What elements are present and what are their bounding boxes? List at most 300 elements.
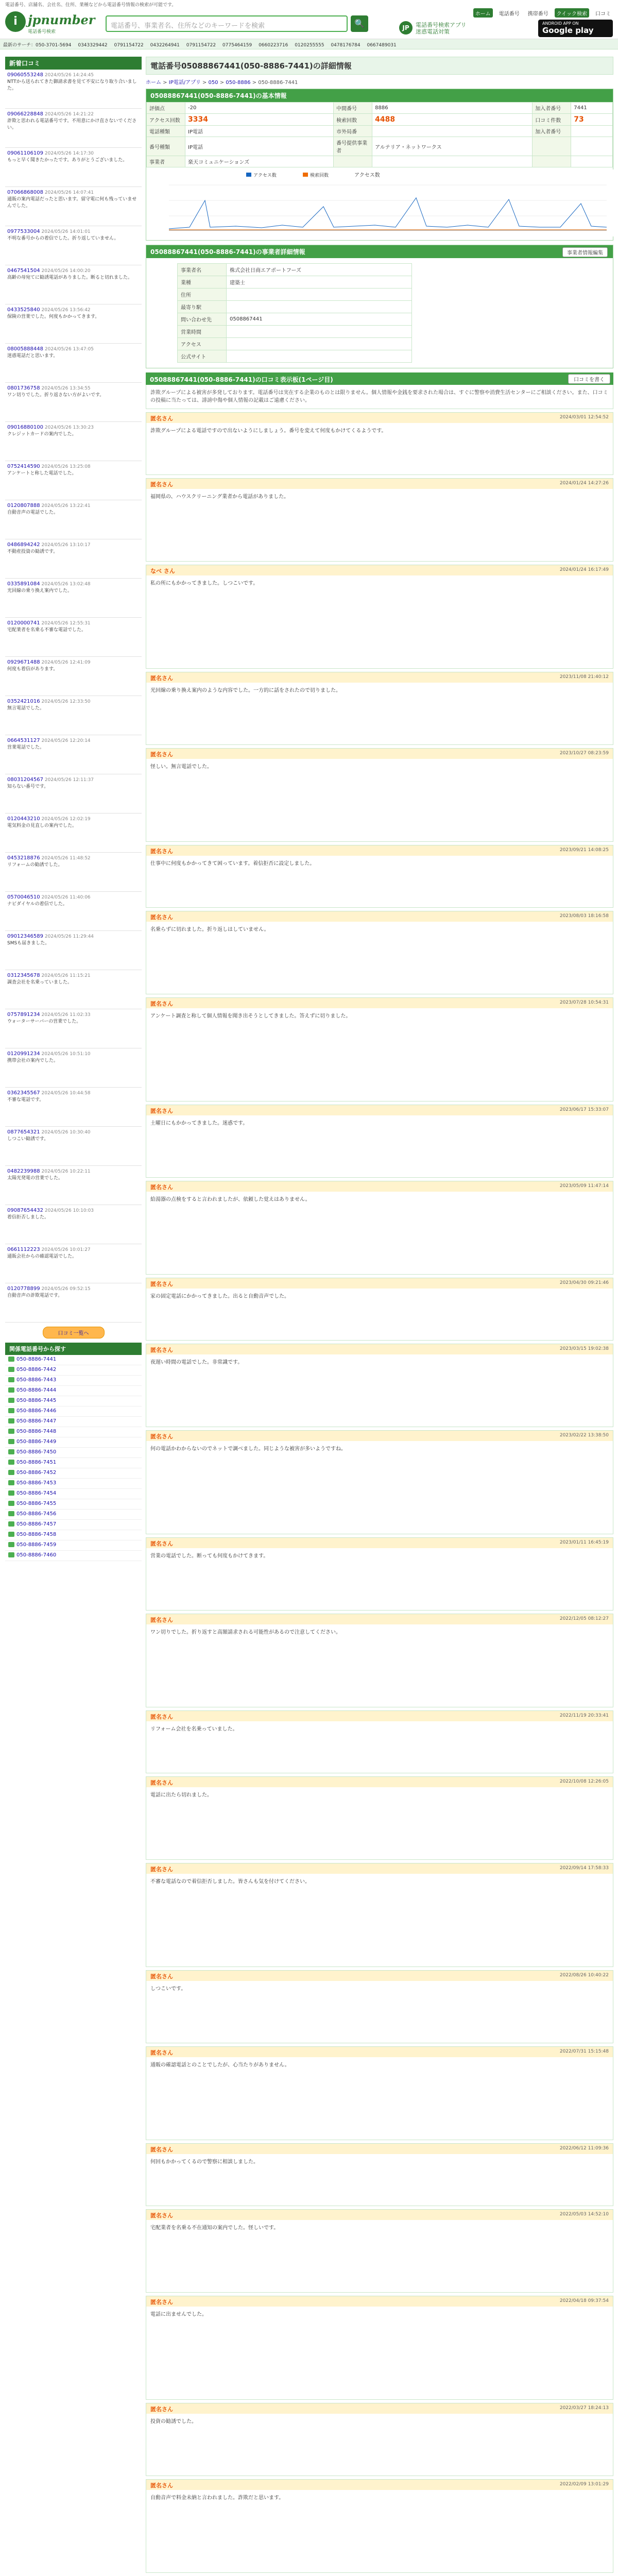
list-item[interactable] (5, 148, 142, 187)
review-snippet: 不明な番号からの着信でした。折り返していません。 (7, 236, 119, 241)
review-snippet: もっと早く聞きたかったです。ありがとうございました。 (7, 158, 128, 163)
review-number-link[interactable]: 0752414590 (7, 464, 40, 469)
review-item (146, 1776, 613, 1860)
phone-icon (8, 1387, 14, 1393)
review-number-link[interactable]: 0467541504 (7, 268, 40, 274)
review-body: 福岡県の、ハウスクリーニング業者から電話がありました。 (150, 494, 289, 500)
review-number-link[interactable]: 0757891234 (7, 1012, 40, 1018)
review-number-link[interactable]: 0929671488 (7, 659, 40, 665)
detail-value (227, 289, 412, 301)
info-label: 検索回数 (334, 114, 372, 126)
topnav-mobile[interactable]: 携帯番号 (527, 11, 548, 17)
review-snippet: アンケートと称した電話でした。 (7, 471, 77, 476)
graph-title: アクセス数 (354, 173, 380, 178)
app-icon: JP (399, 21, 413, 35)
related-number[interactable]: 050-8886-7451 (16, 1460, 57, 1465)
review-item (146, 1278, 613, 1341)
related-number-item[interactable] (5, 1468, 142, 1479)
review-number-link[interactable]: 09061106109 (7, 150, 43, 156)
review-item (146, 1710, 613, 1773)
review-body: 何の電話かわからないのでネットで調べました。同じような被害が多いようですね。 (150, 1446, 346, 1452)
list-item[interactable] (5, 735, 142, 774)
review-snippet: NTTから送られてきた御請求書を見て不安になり取り合いました。 (7, 79, 137, 91)
review-number-link[interactable]: 09012346589 (7, 934, 43, 939)
review-snippet: 詐欺と思われる電話番号です。不用意にかけ直さないでください。 (7, 118, 137, 130)
review-header (146, 565, 613, 575)
reviewer-name: 匿名さん (150, 1780, 173, 1786)
review-body: 給湯器の点検をすると言われましたが、依頼した覚えはありません。 (150, 1197, 311, 1202)
review-body: 電話に出ませんでした。 (150, 2312, 207, 2317)
review-item (146, 1863, 613, 1967)
detail-value: 建築士 (227, 276, 412, 289)
review-number-link[interactable]: 07066868008 (7, 190, 43, 195)
list-item[interactable] (5, 500, 142, 539)
review-date: 2024/05/26 13:56:42 (41, 308, 91, 313)
write-review-button[interactable]: 口コミを書く (568, 374, 610, 384)
review-date: 2022/04/18 09:37:54 (559, 2298, 609, 2303)
related-number-item[interactable] (5, 1489, 142, 1499)
review-date: 2023/07/28 10:54:31 (559, 1000, 609, 1005)
review-body: ワン切りでした。折り返すと高額請求される可能性があるので注意してください。 (150, 1630, 341, 1635)
list-item[interactable] (5, 774, 142, 814)
review-number-link[interactable]: 0120991234 (7, 1051, 40, 1057)
review-body: 電話に出たら切れました。 (150, 1792, 212, 1798)
review-item (146, 748, 613, 842)
review-date: 2022/11/19 20:33:41 (559, 1713, 609, 1718)
basic-info-table (146, 102, 613, 167)
list-item[interactable] (5, 696, 142, 735)
review-date: 2024/05/26 14:24:45 (44, 73, 94, 78)
related-number-item[interactable] (5, 1365, 142, 1376)
review-item (146, 2046, 613, 2140)
review-number-link[interactable]: 0120807888 (7, 503, 40, 509)
site-logo[interactable] (5, 8, 98, 37)
list-item[interactable] (5, 1127, 142, 1166)
related-number-item[interactable] (5, 1417, 142, 1427)
phone-icon (8, 1490, 14, 1496)
info-value: IP電話 (185, 137, 334, 156)
info-label (533, 137, 571, 156)
review-item (146, 565, 613, 669)
list-item[interactable] (5, 814, 142, 853)
review-header (146, 413, 613, 423)
review-snippet: 着信拒否しました。 (7, 1215, 49, 1220)
related-number-item[interactable] (5, 1479, 142, 1489)
related-number[interactable]: 050-8886-7452 (16, 1470, 57, 1476)
review-number-link[interactable]: 0453218876 (7, 855, 40, 861)
review-date: 2024/05/26 13:30:23 (44, 425, 94, 430)
review-date: 2024/05/26 11:02:33 (41, 1012, 91, 1018)
review-date: 2024/03/01 12:54:52 (559, 415, 609, 420)
phone-icon (8, 1398, 14, 1403)
review-number-link[interactable]: 0120000741 (7, 620, 40, 626)
review-body: 土曜日にもかかってきました。迷惑です。 (150, 1121, 248, 1126)
info-value: 3334 (185, 114, 334, 126)
review-date: 2024/05/26 10:30:40 (41, 1130, 91, 1135)
review-item (146, 1105, 613, 1178)
review-date: 2023/08/03 18:16:58 (559, 913, 609, 919)
business-detail-table (177, 263, 412, 363)
review-item (146, 1344, 613, 1427)
review-item (146, 911, 613, 994)
phone-icon (8, 1439, 14, 1444)
related-number-item[interactable] (5, 1376, 142, 1386)
review-number-link[interactable]: 0120778899 (7, 1286, 40, 1292)
edit-business-button[interactable]: 事業者情報編集 (562, 247, 608, 257)
recent-search-link[interactable]: 0775464159 (222, 43, 252, 48)
table-row (178, 338, 412, 350)
related-number[interactable]: 050-8886-7444 (16, 1387, 57, 1393)
review-number-link[interactable]: 0977533004 (7, 229, 40, 234)
related-number[interactable]: 050-8886-7456 (16, 1511, 57, 1517)
info-value: 73 (571, 114, 613, 126)
list-item[interactable] (5, 70, 142, 109)
review-date: 2022/07/31 15:15:48 (559, 2049, 609, 2054)
review-header (146, 911, 613, 922)
detail-label: 最寄り駅 (178, 301, 227, 313)
review-date: 2023/01/11 16:45:19 (559, 1540, 609, 1545)
review-date: 2022/05/03 14:52:10 (559, 2212, 609, 2217)
related-number-item[interactable] (5, 1530, 142, 1540)
list-item[interactable] (5, 187, 142, 226)
info-label: 市外局番 (334, 126, 372, 137)
top-nav (473, 8, 613, 18)
review-date: 2024/05/26 12:02:19 (41, 817, 91, 822)
review-item (146, 1181, 613, 1275)
related-number[interactable]: 050-8886-7441 (16, 1357, 57, 1362)
info-value: 楽天コミュニケーションズ (185, 156, 334, 167)
phone-icon (8, 1460, 14, 1465)
review-body: 営業の電話でした。断っても何度もかけてきます。 (150, 1553, 269, 1559)
review-header (146, 1777, 613, 1787)
app-promo[interactable] (399, 20, 476, 37)
related-number[interactable]: 050-8886-7447 (16, 1418, 57, 1424)
list-item[interactable] (5, 1009, 142, 1048)
review-body: しつこいです。 (150, 1986, 186, 1992)
related-number[interactable]: 050-8886-7458 (16, 1532, 57, 1537)
review-header (146, 845, 613, 856)
related-number[interactable]: 050-8886-7443 (16, 1377, 57, 1383)
related-number[interactable]: 050-8886-7442 (16, 1367, 57, 1372)
related-number[interactable]: 050-8886-7459 (16, 1542, 57, 1548)
review-snippet: 電気料金の見直しの案内でした。 (7, 823, 77, 828)
review-date: 2024/05/26 13:47:05 (44, 347, 94, 352)
info-label (533, 156, 571, 167)
review-item (146, 1614, 613, 1707)
review-item (146, 1537, 613, 1611)
review-date: 2024/05/26 13:10:17 (41, 543, 91, 548)
review-number-link[interactable]: 0352421016 (7, 699, 40, 704)
recent-search-link[interactable]: 0478176784 (331, 43, 360, 48)
related-number[interactable]: 050-8886-7446 (16, 1408, 57, 1414)
review-date: 2024/05/26 10:10:03 (44, 1208, 94, 1213)
review-snippet: 知らない番号です。 (7, 784, 49, 789)
phone-icon (8, 1542, 14, 1547)
gplay-big-text: Google play (542, 26, 594, 35)
reviewer-name: 匿名さん (150, 675, 173, 682)
search-input[interactable]: 電話番号、事業者名、住所などのキーワードを検索 (111, 22, 265, 30)
review-number-link[interactable]: 0335891084 (7, 581, 40, 587)
review-snippet: 保険の営業でした。何度もかかってきます。 (7, 314, 100, 319)
reviewer-name: 匿名さん (150, 2049, 173, 2056)
review-snippet: 自動音声の電話でした。 (7, 510, 59, 515)
review-header (146, 1344, 613, 1354)
breadcrumb-link[interactable]: IP電話/アプリ (168, 80, 201, 86)
review-body: アンケート調査と称して個人情報を聞き出そうとしてきました。答えずに切りました。 (150, 1013, 351, 1019)
review-date: 2022/10/08 12:26:05 (559, 1779, 609, 1784)
reviewer-name: 匿名さん (150, 1617, 173, 1623)
list-item[interactable] (5, 1166, 142, 1205)
review-date: 2024/05/26 14:01:01 (41, 229, 91, 234)
recent-search-link[interactable]: 0791154722 (186, 43, 216, 48)
list-item[interactable] (5, 892, 142, 931)
review-date: 2023/04/30 09:21:46 (559, 1280, 609, 1285)
info-value: 4488 (372, 114, 533, 126)
related-number-item[interactable] (5, 1386, 142, 1396)
list-item[interactable] (5, 226, 142, 265)
review-number-link[interactable]: 0801736758 (7, 385, 40, 391)
related-number-item[interactable] (5, 1499, 142, 1510)
reviewer-name: 匿名さん (150, 751, 173, 758)
review-snippet: SMSも届きました。 (7, 941, 50, 946)
detail-label: 公式サイト (178, 350, 227, 363)
detail-label: 問い合わせ先 (178, 313, 227, 326)
related-number[interactable]: 050-8886-7457 (16, 1521, 57, 1527)
detail-label: 住所 (178, 289, 227, 301)
list-item[interactable] (5, 618, 142, 657)
review-number-link[interactable]: 0486894242 (7, 542, 40, 548)
topnav-reviews[interactable]: 口コミ (595, 11, 611, 17)
phone-icon (8, 1449, 14, 1454)
review-date: 2023/03/15 19:02:38 (559, 1346, 609, 1351)
phone-icon (8, 1429, 14, 1434)
related-number[interactable]: 050-8886-7448 (16, 1429, 57, 1434)
review-body: 不審な電話なので着信拒否しました。皆さんも気を付けてください。 (150, 1879, 310, 1885)
review-snippet: リフォームの勧誘でした。 (7, 862, 63, 868)
review-item (146, 412, 613, 475)
list-item[interactable] (5, 970, 142, 1009)
phone-icon (8, 1418, 14, 1423)
phone-icon (8, 1377, 14, 1382)
review-date: 2024/05/26 12:11:37 (44, 777, 94, 783)
phone-icon (8, 1511, 14, 1516)
info-value: IP電話 (185, 126, 334, 137)
info-value: アルテリア・ネットワークス (372, 137, 533, 156)
list-item[interactable] (5, 1088, 142, 1127)
main-content (146, 57, 613, 2576)
list-item[interactable] (5, 344, 142, 383)
review-number-link[interactable]: 0570046510 (7, 894, 40, 900)
related-number-item[interactable] (5, 1406, 142, 1417)
related-number[interactable]: 050-8886-7455 (16, 1501, 57, 1506)
review-body: 怪しい。無言電話でした。 (150, 764, 212, 770)
topnav-phone[interactable]: 電話番号 (499, 11, 520, 17)
info-label: 評価点 (147, 103, 185, 114)
review-body: 夜遅い時間の電話でした。非常識です。 (150, 1360, 243, 1365)
review-snippet: ワン切りでした。折り返さない方がよいです。 (7, 393, 105, 398)
detail-value: 株式会社日商エアポートフーズ (227, 264, 412, 276)
breadcrumb-link[interactable]: 050-8886 (226, 80, 251, 86)
review-date: 2024/05/26 13:22:41 (41, 503, 91, 509)
review-header (146, 1614, 613, 1624)
list-item[interactable] (5, 853, 142, 892)
table-row (178, 301, 412, 313)
topnav-home[interactable]: ホーム (473, 8, 493, 18)
review-header (146, 1971, 613, 1981)
list-item[interactable] (5, 1244, 142, 1283)
table-row (178, 289, 412, 301)
reviewer-name: 匿名さん (150, 2212, 173, 2219)
review-item (146, 672, 613, 745)
review-snippet: 高齢の母宛てに勧誘電話がありました。断ると切れました。 (7, 275, 133, 280)
review-body: 名乗らずに切れました。折り返しはしていません。 (150, 927, 269, 933)
related-number-item[interactable] (5, 1510, 142, 1520)
list-item[interactable] (5, 1048, 142, 1088)
review-date: 2024/05/26 12:33:50 (41, 699, 91, 704)
recent-search-link[interactable]: 0660223716 (259, 43, 288, 48)
related-numbers-list (5, 1355, 142, 1561)
review-header (146, 1431, 613, 1441)
review-number-link[interactable]: 08005888448 (7, 346, 43, 352)
info-label: 中間番号 (334, 103, 372, 114)
topnav-quick-search[interactable]: クイック検索 (555, 8, 589, 18)
review-header (146, 2144, 613, 2154)
review-snippet: 携帯会社の案内でした。 (7, 1058, 59, 1063)
review-body: 通販の確認電話とのことでしたが、心当たりがありません。 (150, 2062, 290, 2068)
review-header (146, 1863, 613, 1874)
review-date: 2023/05/09 11:47:14 (559, 1183, 609, 1189)
review-number-link[interactable]: 0877654321 (7, 1129, 40, 1135)
review-date: 2024/05/26 14:00:20 (41, 268, 91, 274)
list-item[interactable] (5, 539, 142, 579)
list-item[interactable] (5, 109, 142, 148)
review-header (146, 2480, 613, 2490)
review-number-link[interactable]: 0120443210 (7, 816, 40, 822)
phone-icon (8, 1408, 14, 1413)
related-number-item[interactable] (5, 1427, 142, 1437)
review-snippet: しつこい勧誘です。 (7, 1137, 49, 1142)
recent-search-link[interactable]: 0120255555 (295, 43, 324, 48)
related-number[interactable]: 050-8886-7453 (16, 1480, 57, 1486)
list-item[interactable] (5, 461, 142, 500)
search-box[interactable] (106, 15, 365, 32)
detail-value (227, 338, 412, 350)
related-number[interactable]: 050-8886-7445 (16, 1398, 57, 1403)
reviews-heading (146, 372, 613, 385)
review-header (146, 1278, 613, 1289)
review-date: 2023/06/17 15:33:07 (559, 1107, 609, 1112)
review-number-link[interactable]: 0482239988 (7, 1168, 40, 1174)
list-item[interactable] (5, 422, 142, 461)
review-number-link[interactable]: 08031204567 (7, 777, 43, 783)
detail-value: 0508867441 (227, 313, 412, 326)
recent-search-link[interactable]: 0343329442 (78, 43, 108, 48)
business-detail-panel (146, 245, 613, 368)
list-item[interactable] (5, 304, 142, 344)
review-date: 2024/05/26 13:34:55 (41, 386, 91, 391)
list-item[interactable] (5, 1205, 142, 1244)
review-body: リフォーム会社を名乗っていました。 (150, 1726, 238, 1732)
review-item (146, 2143, 613, 2206)
related-number-item[interactable] (5, 1396, 142, 1406)
related-number-item[interactable] (5, 1437, 142, 1448)
list-item[interactable] (5, 265, 142, 304)
related-number-item[interactable] (5, 1551, 142, 1561)
breadcrumb: ホーム > IP電話/アプリ > 050 > 050-8886 > 050-8886-7441 (146, 80, 298, 86)
review-date: 2023/09/21 14:08:25 (559, 848, 609, 853)
review-number-link[interactable]: 09066228848 (7, 111, 43, 117)
review-snippet: 宅配業者を名乗る不審な電話でした。 (7, 628, 87, 633)
review-number-link[interactable]: 0433525840 (7, 307, 40, 313)
review-date: 2024/05/26 12:41:09 (41, 660, 91, 665)
detail-label: アクセス (178, 338, 227, 350)
related-number[interactable]: 050-8886-7460 (16, 1552, 57, 1558)
reviews-notice: 詐欺グループによる被害が多発しております。電話番号は実在する企業のものとは限りません。個人情報や金銭を要求された場合は、すぐに警察や消費生活センターにご相談ください。また、口コミの投稿に当たっては、誹謗中傷や個人情報の記載はご遠慮ください。 (146, 385, 613, 409)
basic-info-panel (146, 89, 613, 241)
related-number[interactable]: 050-8886-7454 (16, 1490, 57, 1496)
breadcrumb-link[interactable]: 050 (208, 80, 218, 86)
reviewer-name: 匿名さん (150, 2146, 173, 2153)
review-number-link[interactable]: 0312345678 (7, 973, 40, 978)
review-snippet: 迷惑電話だと思います。 (7, 353, 58, 359)
google-play-badge[interactable] (538, 20, 613, 37)
review-date: 2024/05/26 11:15:21 (41, 973, 91, 978)
recent-search-link[interactable]: 0791154722 (114, 43, 144, 48)
review-number-link[interactable]: 09016880100 (7, 425, 43, 430)
list-item[interactable] (5, 383, 142, 422)
review-snippet: 調査会社を名乗っていました。 (7, 980, 73, 985)
list-item[interactable] (5, 1283, 142, 1323)
recent-searches-bar (0, 39, 618, 49)
review-date: 2023/02/22 13:38:50 (559, 1433, 609, 1438)
breadcrumb-link[interactable]: ホーム (146, 80, 161, 86)
info-label: 番号提供事業者 (334, 137, 372, 156)
recent-search-link[interactable]: 0667489031 (367, 43, 397, 48)
review-number-link[interactable]: 09060553248 (7, 72, 43, 78)
related-number-item[interactable] (5, 1520, 142, 1530)
more-reviews-button[interactable]: 口コミ一覧へ (43, 1327, 105, 1338)
list-item[interactable] (5, 931, 142, 970)
list-item[interactable] (5, 579, 142, 618)
related-number-item[interactable] (5, 1540, 142, 1551)
info-label: 番号種類 (147, 137, 185, 156)
related-number-item[interactable] (5, 1355, 142, 1365)
detail-label: 業種 (178, 276, 227, 289)
related-number-item[interactable] (5, 1458, 142, 1468)
reviewer-name: 匿名さん (150, 2299, 173, 2306)
info-value (372, 156, 533, 167)
related-number[interactable]: 050-8886-7450 (16, 1449, 57, 1455)
review-number-link[interactable]: 0362345567 (7, 1090, 40, 1096)
related-number[interactable]: 050-8886-7449 (16, 1439, 57, 1445)
reviewer-name: 匿名さん (150, 1001, 173, 1007)
review-date: 2024/05/26 11:40:06 (41, 895, 91, 900)
list-item[interactable] (5, 657, 142, 696)
review-body: 家の固定電話にかかってきました。出ると自動音声でした。 (150, 1294, 289, 1299)
related-number-item[interactable] (5, 1448, 142, 1458)
review-date: 2024/05/26 10:22:11 (41, 1169, 91, 1174)
review-date: 2024/05/26 09:52:15 (41, 1286, 91, 1292)
review-number-link[interactable]: 09087654432 (7, 1208, 43, 1213)
review-number-link[interactable]: 0661112223 (7, 1247, 40, 1252)
review-body: 詐欺グループによる電話ですので出ないようにしましょう。番号を変えて何度もかけてくるようです。 (150, 428, 387, 434)
review-number-link[interactable]: 0664531127 (7, 738, 40, 743)
review-date: 2024/01/24 14:27:26 (559, 481, 609, 486)
search-button[interactable] (351, 15, 368, 32)
review-date: 2022/02/09 13:01:29 (559, 2482, 609, 2487)
recent-search-link[interactable]: 0432264941 (150, 43, 180, 48)
gplay-small-text: ANDROID APP ON (542, 21, 579, 26)
